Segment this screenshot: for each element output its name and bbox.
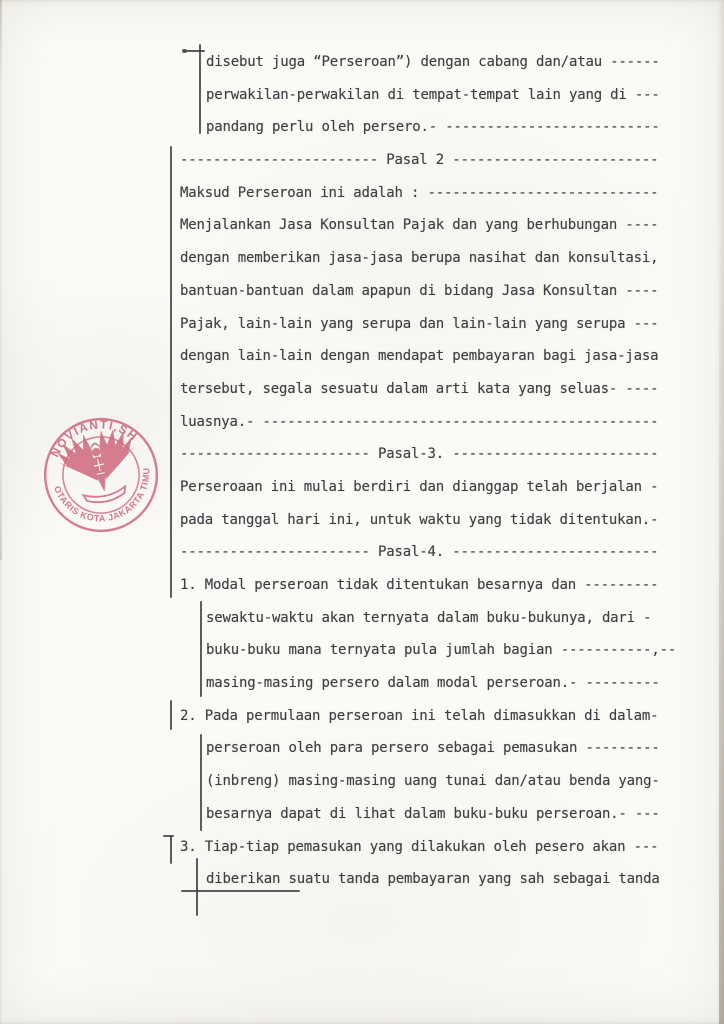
crop-mark-top-dot bbox=[182, 49, 187, 53]
deed-line: Menjalankan Jasa Konsultan Pajak dan yang berhubungan ---- bbox=[180, 217, 659, 234]
crop-mark-top bbox=[184, 50, 205, 52]
deed-line: 2. Pada permulaan perseroan ini telah dimasukkan di dalam- bbox=[180, 707, 659, 724]
deed-line: ------------------------ Pasal 2 ------------------------- bbox=[180, 152, 659, 169]
margin-rule bbox=[200, 734, 202, 831]
notary-stamp bbox=[35, 409, 167, 541]
deed-line: perwakilan-perwakilan di tempat-tempat lain yang di --- bbox=[206, 86, 660, 103]
deed-line: pandang perlu oleh persero.- -------------------------- bbox=[206, 119, 660, 136]
stamp-top-text: NOVIANTI,SH bbox=[48, 418, 141, 460]
margin-rule-tick bbox=[163, 835, 174, 837]
deed-line: 1. Modal perseroan tidak ditentukan besarnya dan --------- bbox=[180, 577, 659, 593]
deed-line: bantuan-bantuan dalam apapun di bidang Jasa Konsultan ---- bbox=[180, 282, 659, 299]
underline-mark bbox=[181, 890, 300, 892]
deed-line: dengan lain-lain dengan mendapat pembayaran bagi jasa-jasa bbox=[180, 348, 659, 365]
margin-rule bbox=[170, 146, 172, 598]
deed-line: pada tanggal hari ini, untuk waktu yang tidak ditentukan.- bbox=[180, 511, 659, 528]
deed-line: perseroan oleh para persero sebagai pemasukan --------- bbox=[206, 740, 660, 757]
stamp-bottom-text: NOTARIS KOTA JAKARTA TIMUR bbox=[52, 467, 152, 524]
deed-line: 3. Tiap-tiap pemasukan yang dilakukan oleh pesero akan --- bbox=[180, 838, 659, 855]
deed-line: ----------------------- Pasal-3. ------------------------- bbox=[180, 446, 659, 463]
deed-line: sewaktu-waktu akan ternyata dalam buku-bukunya, dari - bbox=[206, 609, 652, 626]
deed-line: Pajak, lain-lain yang serupa dan lain-lain yang serupa --- bbox=[180, 315, 659, 332]
margin-rule bbox=[200, 601, 202, 697]
margin-rule bbox=[170, 700, 172, 730]
deed-line: buku-buku mana ternyata pula jumlah bagian -----------,-- bbox=[206, 642, 677, 659]
deed-line: disebut juga “Perseroan”) dengan cabang dan/atau ------ bbox=[206, 54, 660, 70]
deed-line: masing-masing persero dalam modal perseroan.- --------- bbox=[206, 675, 660, 692]
deed-line: besarnya dapat di lihat dalam buku-buku perseroan.- --- bbox=[206, 805, 660, 822]
deed-line: luasnya.- ------------------------------------------------ bbox=[180, 413, 659, 430]
deed-line: (inbreng) masing-masing uang tunai dan/atau benda yang- bbox=[206, 773, 660, 790]
margin-rule bbox=[170, 835, 172, 864]
deed-line: diberikan suatu tanda pembayaran yang sah sebagai tanda bbox=[206, 871, 660, 888]
deed-line: Maksud Perseroan ini adalah : ---------------------------- bbox=[180, 184, 659, 201]
deed-line: dengan memberikan jasa-jasa berupa nasihat dan konsultasi, bbox=[180, 250, 659, 267]
deed-line: Perseroaan ini mulai berdiri dan dianggap telah berjalan - bbox=[180, 478, 659, 495]
scan-edge-left bbox=[0, 0, 2, 560]
crop-mark-bottom bbox=[196, 858, 198, 916]
deed-body bbox=[180, 46, 690, 896]
deed-line: ----------------------- Pasal-4. ------------------------- bbox=[180, 544, 659, 561]
margin-rule bbox=[199, 44, 201, 134]
deed-line: tersebut, segala sesuatu dalam arti kata yang seluas- ---- bbox=[180, 380, 659, 397]
scan-edge-right bbox=[719, 0, 724, 1024]
